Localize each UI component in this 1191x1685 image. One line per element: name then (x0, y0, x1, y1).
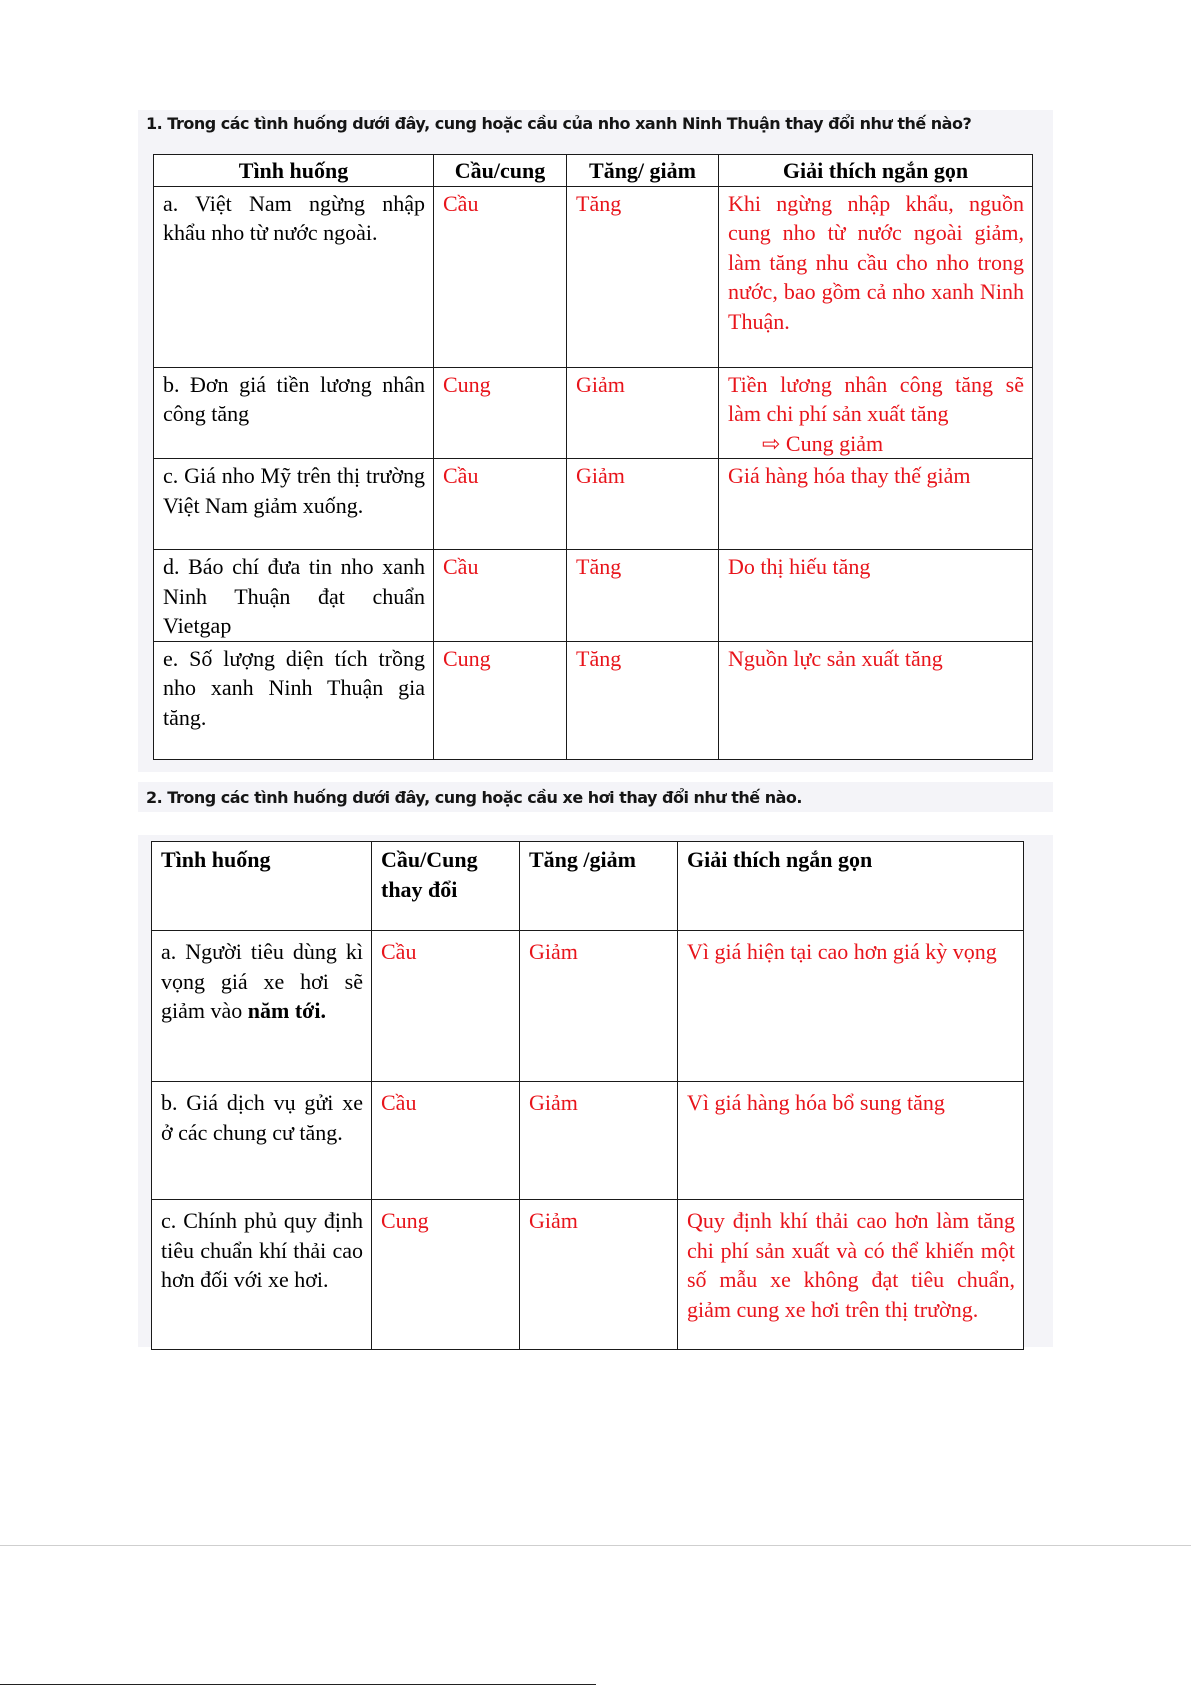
situation-bold-text: năm tới. (247, 998, 326, 1023)
header-change: Tăng/ giảm (567, 155, 719, 187)
header-explanation: Giải thích ngắn gọn (678, 842, 1024, 931)
type-cell: Cầu (434, 550, 567, 642)
explanation-cell: Vì giá hàng hóa bổ sung tăng (678, 1082, 1024, 1200)
section2-title: 2. Trong các tình huống dưới đây, cung hoặc cầu xe hơi thay đổi như thế nào. (146, 788, 802, 807)
situation-cell: b. Đơn giá tiền lương nhân công tăng (154, 367, 434, 459)
table-row (154, 550, 1033, 642)
type-cell: Cung (434, 641, 567, 759)
table-header-row (152, 842, 1024, 931)
situation-cell: b. Giá dịch vụ gửi xe ở các chung cư tăng. (152, 1082, 372, 1200)
section1-title: 1. Trong các tình huống dưới đây, cung hoặc cầu của nho xanh Ninh Thuận thay đổi như thế nào? (146, 114, 972, 133)
situation-cell: e. Số lượng diện tích trồng nho xanh Ninh Thuận gia tăng. (154, 641, 434, 759)
change-cell: Giảm (520, 931, 678, 1082)
table-row (154, 367, 1033, 459)
table-row (152, 931, 1024, 1082)
type-cell: Cầu (434, 459, 567, 550)
type-cell: Cầu (372, 1082, 520, 1200)
header-explanation: Giải thích ngắn gọn (719, 155, 1033, 187)
explanation-cell: Vì giá hiện tại cao hơn giá kỳ vọng (678, 931, 1024, 1082)
header-change: Tăng /giảm (520, 842, 678, 931)
type-cell: Cầu (434, 186, 567, 367)
explanation-cell: Do thị hiếu tăng (719, 550, 1033, 642)
change-cell: Giảm (567, 367, 719, 459)
situation-cell: c. Giá nho Mỹ trên thị trường Việt Nam giảm xuống. (154, 459, 434, 550)
explanation-arrow-line: ⇨ Cung giảm (762, 430, 884, 456)
situation-cell: d. Báo chí đưa tin nho xanh Ninh Thuận đạt chuẩn Vietgap (154, 550, 434, 642)
table-row (154, 641, 1033, 759)
change-cell: Tăng (567, 641, 719, 759)
table-row (154, 459, 1033, 550)
situation-text: a. Người tiêu dùng kì vọng giá xe hơi sẽ giảm vào (161, 939, 363, 1023)
explanation-cell: Khi ngừng nhập khẩu, nguồn cung nho từ nước ngoài giảm, làm tăng nhu cầu cho nho trong nước, bao gồm cả nho xanh Ninh Thuận. (719, 186, 1033, 367)
header-situation: Tình huống (152, 842, 372, 931)
change-cell: Giảm (567, 459, 719, 550)
change-cell: Tăng (567, 186, 719, 367)
table-row (154, 186, 1033, 367)
situation-cell: c. Chính phủ quy định tiêu chuẩn khí thải cao hơn đối với xe hơi. (152, 1200, 372, 1350)
table-header-row (154, 155, 1033, 187)
change-cell: Giảm (520, 1082, 678, 1200)
header-type: Cầu/Cung thay đổi (372, 842, 520, 931)
type-cell: Cung (434, 367, 567, 459)
header-situation: Tình huống (154, 155, 434, 187)
table-row (152, 1200, 1024, 1350)
header-type: Cầu/cung (434, 155, 567, 187)
section1-table (153, 154, 1033, 760)
change-cell: Tăng (567, 550, 719, 642)
table-row (152, 1082, 1024, 1200)
explanation-text: Tiền lương nhân công tăng sẽ làm chi phí sản xuất tăng (728, 371, 1024, 426)
footer-divider (0, 1545, 1191, 1546)
type-cell: Cung (372, 1200, 520, 1350)
explanation-cell: Quy định khí thải cao hơn làm tăng chi phí sản xuất và có thể khiến một số mẫu xe không đạt tiêu chuẩn, giảm cung xe hơi trên thị trường. (678, 1200, 1024, 1350)
change-cell: Giảm (520, 1200, 678, 1350)
explanation-cell: Giá hàng hóa thay thế giảm (719, 459, 1033, 550)
situation-cell (152, 931, 372, 1082)
situation-cell: a. Việt Nam ngừng nhập khẩu nho từ nước ngoài. (154, 186, 434, 367)
section2-table (151, 841, 1024, 1350)
explanation-cell (719, 367, 1033, 459)
explanation-cell: Nguồn lực sản xuất tăng (719, 641, 1033, 759)
type-cell: Cầu (372, 931, 520, 1082)
